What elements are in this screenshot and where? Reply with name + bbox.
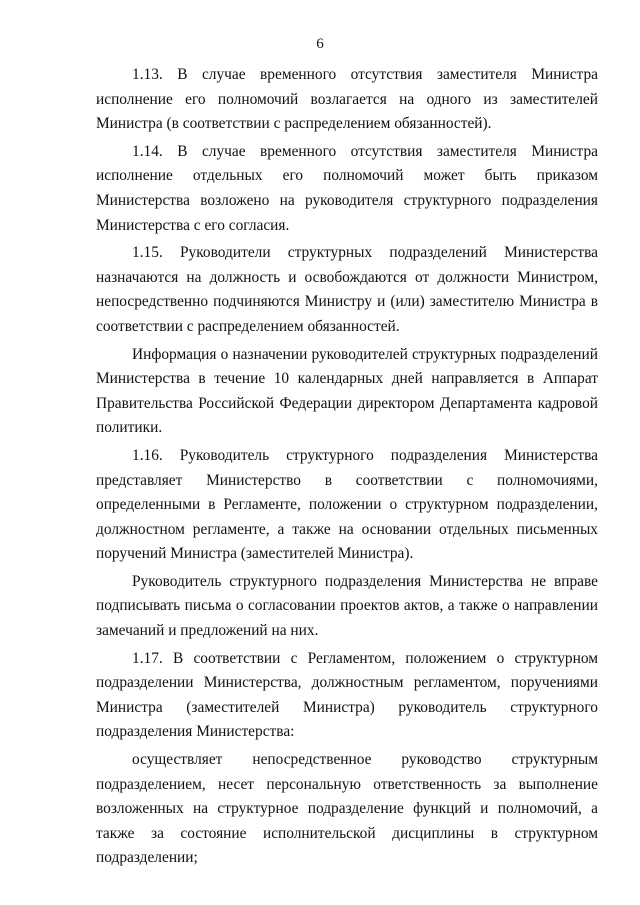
paragraph-appointment-info: Информация о назначении руководителей структурных подразделений Министерства в течение 10 календарных дней направляется в Аппарат Правительства Российской Федерации директором Департамента кадровой политики. <box>96 345 598 437</box>
document-body <box>96 63 598 874</box>
page-number: 6 <box>316 36 324 52</box>
paragraph-duties-item: осуществляет непосредственное руководство структурным подразделением, несет персональную ответственность за выполнение возложенных на структурное подразделение функций и полномочий, а также за состояние исполнительской дисциплины в структурном подразделении; <box>96 751 598 867</box>
paragraph-1-17: 1.17. В соответствии с Регламентом, положением о структурном подразделении Министерства, должностным регламентом, поручениями Министра (заместителей Министра) руководитель структурного подразделения Министерства: <box>96 649 598 741</box>
paragraph-1-14: 1.14. В случае временного отсутствия заместителя Министра исполнение отдельных его полномочий может быть приказом Министерства возложено на руководителя структурного подразделения Министерства с его согласия. <box>96 142 598 234</box>
paragraph-1-15: 1.15. Руководители структурных подразделений Министерства назначаются на должность и освобождаются от должности Министром, непосредственно подчиняются Министру и (или) заместителю Министра в соответствии с распределением обязанностей. <box>96 244 598 335</box>
paragraph-1-13: 1.13. В случае временного отсутствия заместителя Министра исполнение его полномочий возлагается на одного из заместителей Министра (в соответствии с распределением обязанностей). <box>96 66 598 133</box>
paragraph-signing-restriction: Руководитель структурного подразделения Министерства не вправе подписывать письма о согласовании проектов актов, а также о направлении замечаний и предложений на них. <box>96 572 598 640</box>
paragraph-1-16: 1.16. Руководитель структурного подразделения Министерства представляет Министерство в соответствии с полномочиями, определенными в Регламенте, положении о структурном подразделении, должностном регламенте, а также на основании отдельных письменных поручений Министра (заместителей Министра). <box>96 446 598 563</box>
